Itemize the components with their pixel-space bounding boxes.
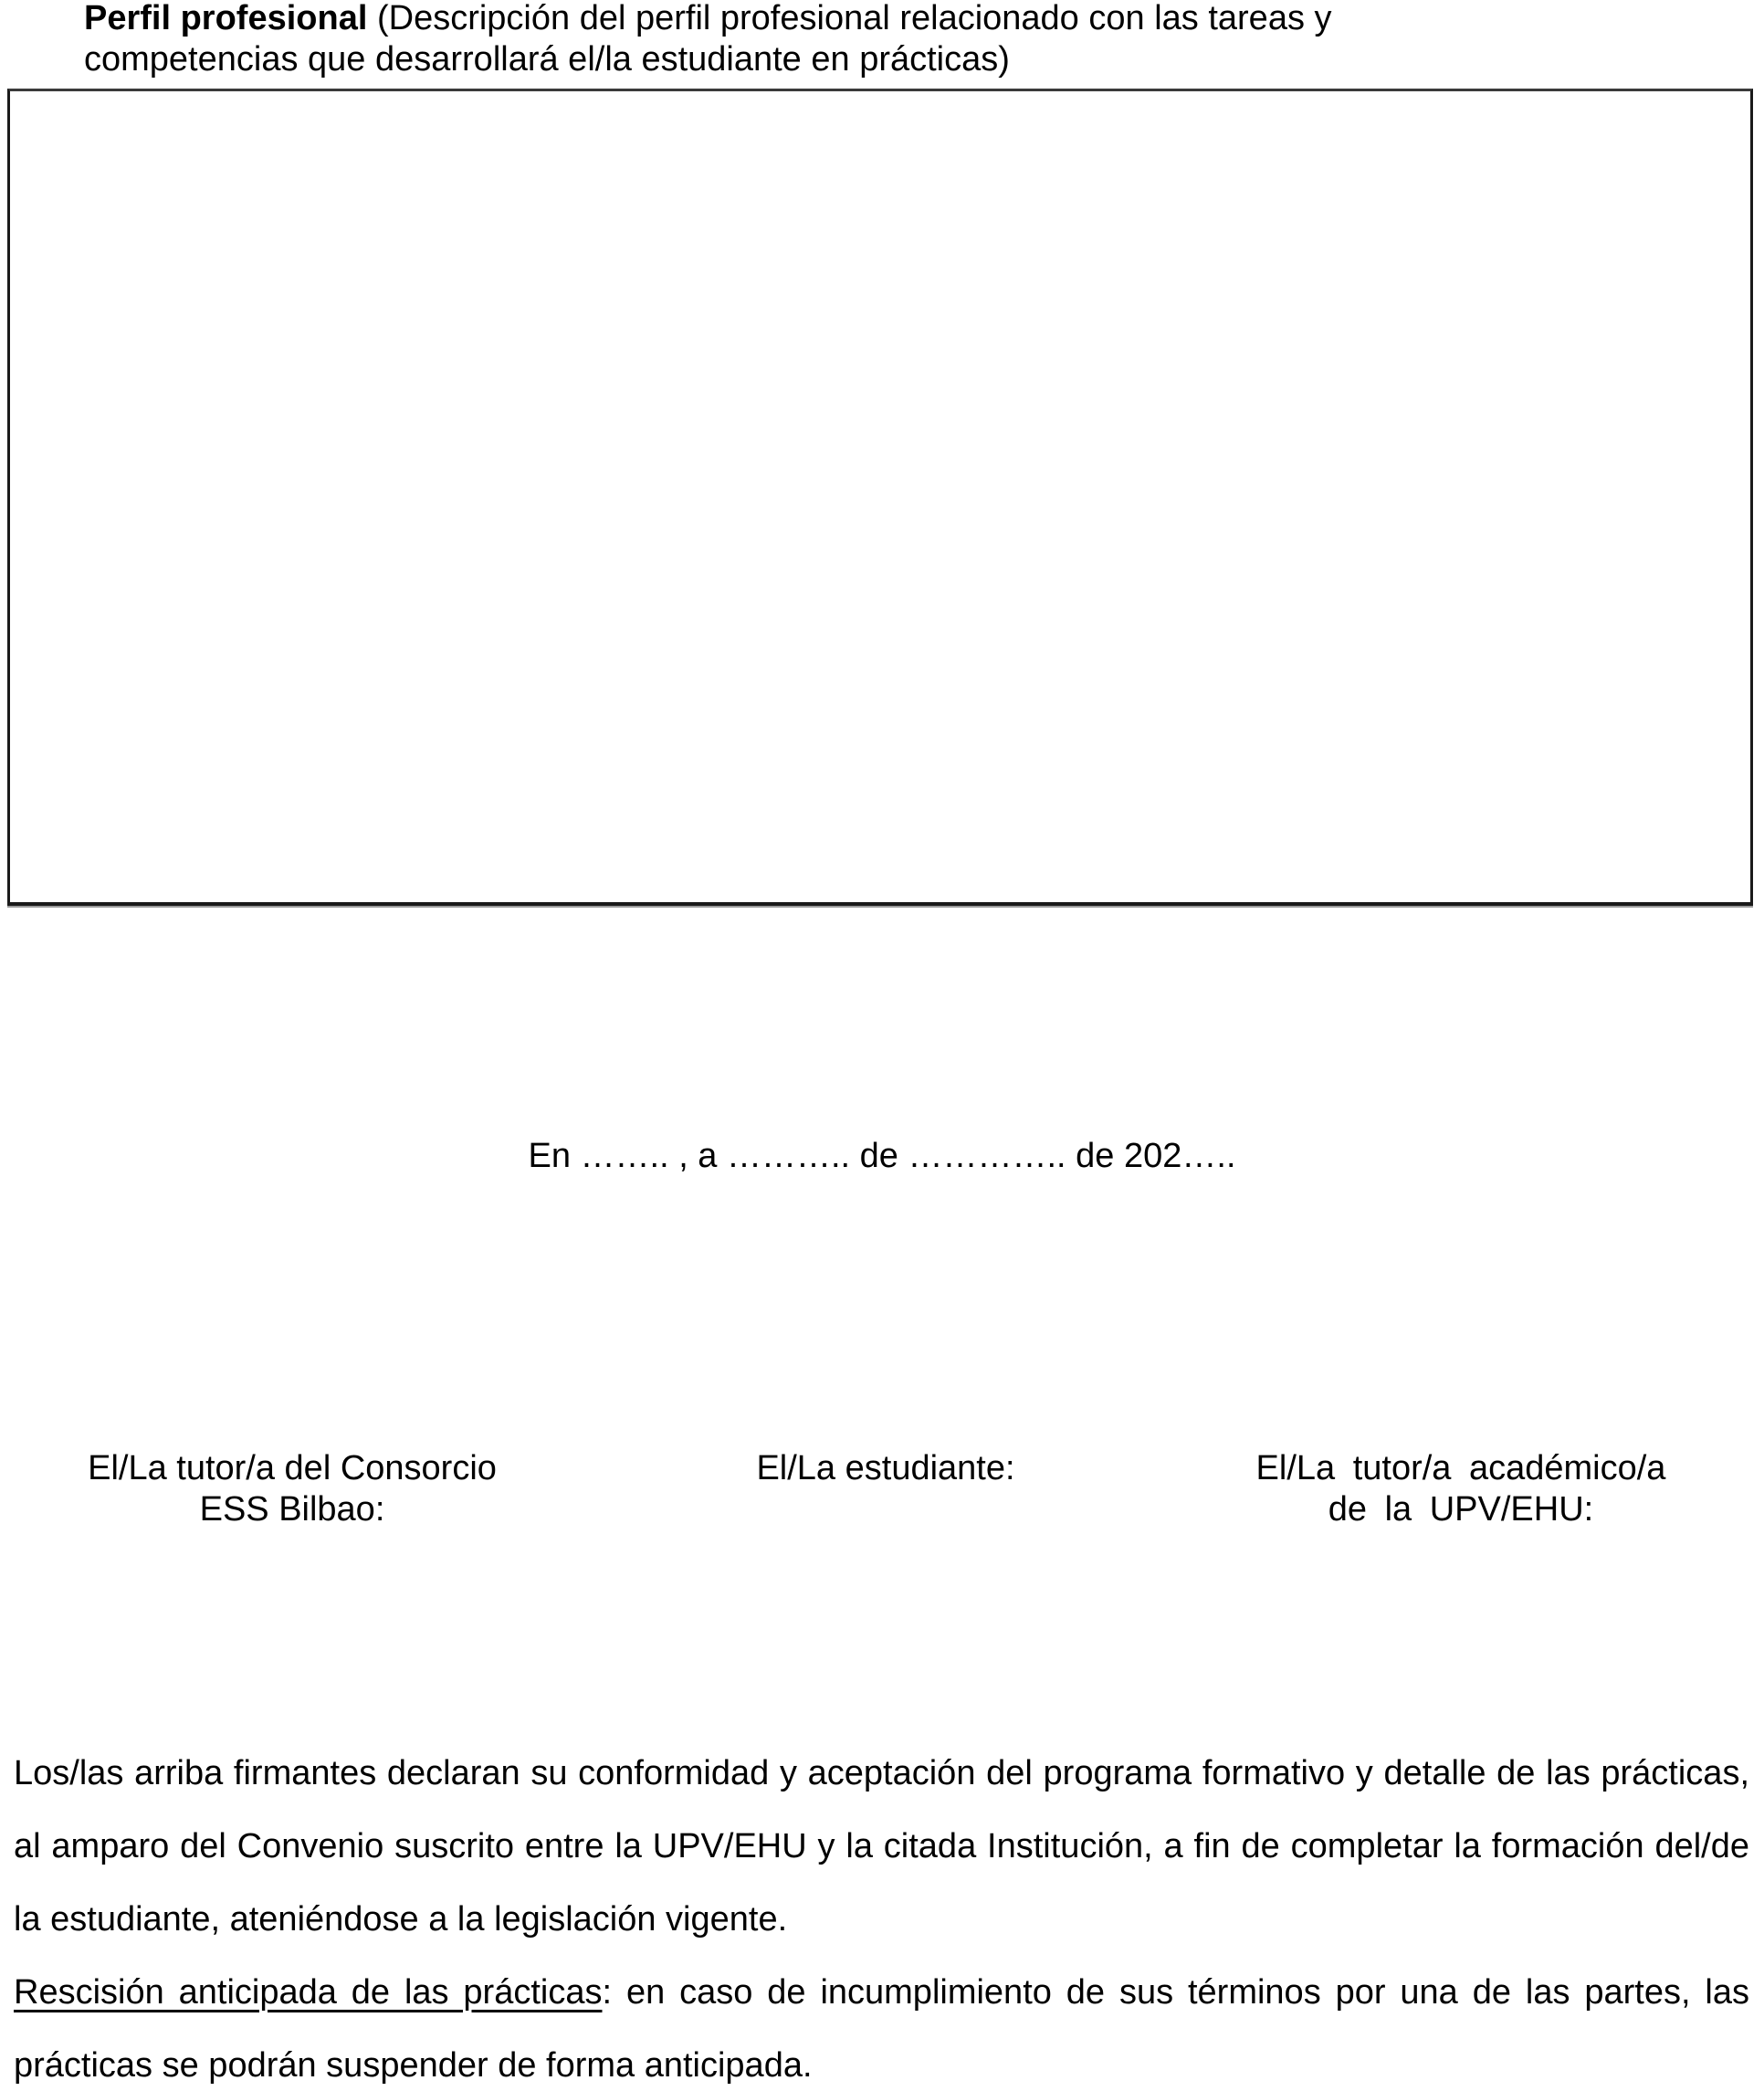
signature-label-line: El/La tutor/a académico/a [1255, 1449, 1666, 1487]
section-title: Perfil profesional [84, 0, 368, 37]
section-heading [84, 0, 1467, 80]
signature-block-tutor-academico [1205, 1448, 1717, 1530]
section-description: (Descripción del perfil profesional relacionado con las tareas y competencias que desarrollará el/la estudiante en prácticas) [84, 0, 1332, 79]
agreement-paragraph: Los/las arriba firmantes declaran su conformidad y aceptación del programa formativo y detalle de las prácticas, al amparo del Convenio suscrito entre la UPV/EHU y la citada Institución, a fin de completar la formación del/de la estudiante, ateniéndose a la legislación vigente. [14, 1754, 1749, 1939]
profile-description-field[interactable] [7, 89, 1753, 906]
signature-label-line: El/La tutor/a del Consorcio [88, 1449, 497, 1487]
rescission-paragraph [14, 1956, 1749, 2091]
signature-label-line: El/La estudiante: [756, 1449, 1015, 1487]
signature-block-estudiante [639, 1448, 1132, 1489]
signature-block-tutor-consorcio [37, 1448, 548, 1530]
date-fill-in-line: En …….. , a ……….. de ………….. de 202….. [528, 1137, 1236, 1175]
signature-label-line: de la UPV/EHU: [1328, 1490, 1594, 1529]
rescission-rest-text: : en caso de incumplimiento de sus términos por una de las partes, las prácticas se podrán suspender de forma anticipada. [14, 1973, 1750, 2085]
signature-label-line: ESS Bilbao: [199, 1490, 385, 1529]
rescission-lead-text: Rescisión anticipada de las prácticas [14, 1973, 603, 2012]
